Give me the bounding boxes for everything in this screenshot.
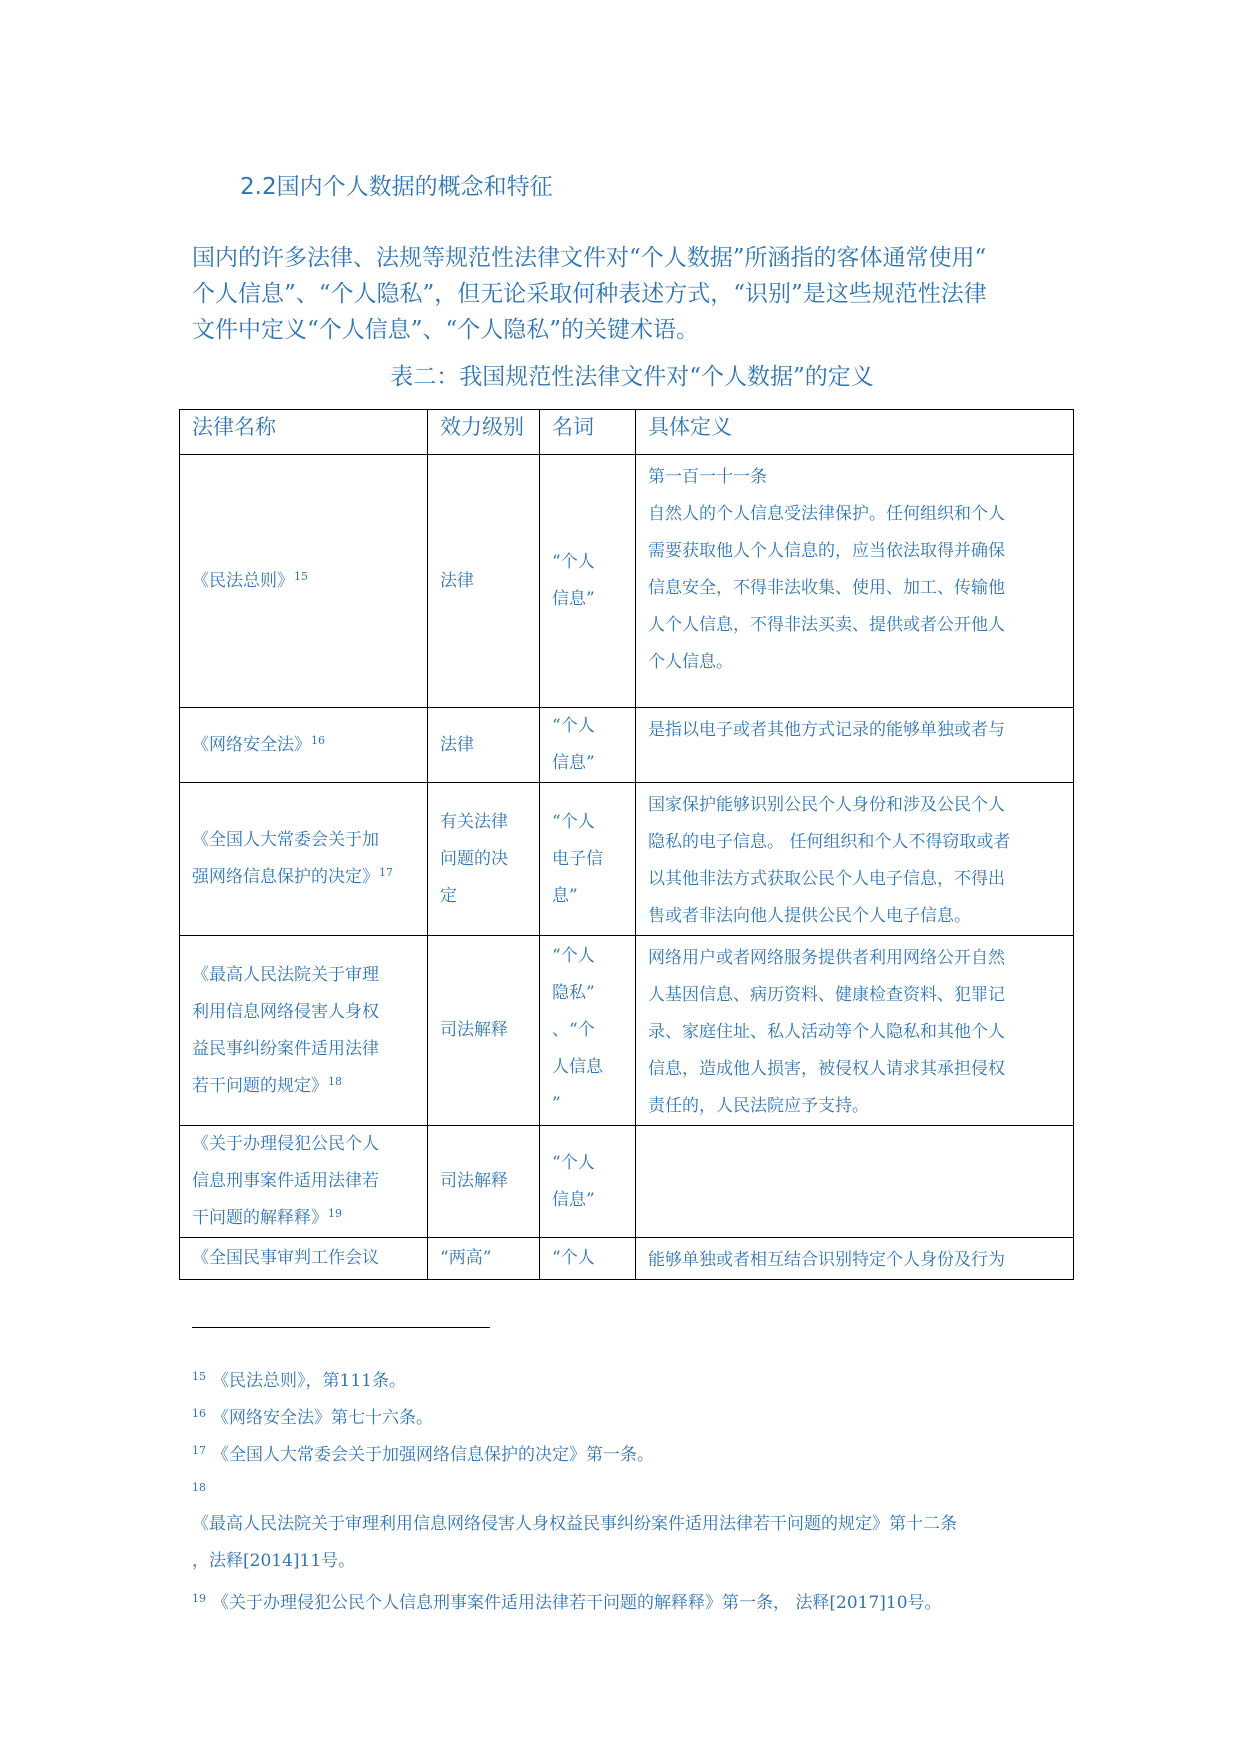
law-name-cell-line: 若干问题的规定》 — [192, 1075, 328, 1096]
law-name-cell — [180, 455, 428, 708]
intro-line: 国内的许多法律、法规等规范性法律文件对“个人数据”所涵指的客体通常使用“ — [192, 245, 987, 271]
law-name-cell-line: 《最高人民法院关于审理 — [192, 964, 379, 985]
footnote-line — [192, 1580, 1072, 1617]
level-cell-line: 法律 — [440, 734, 474, 755]
definition-cell-line: 网络用户或者网络服务提供者利用网络公开自然 — [648, 948, 1005, 968]
definition-cell-line: 人基因信息、病历资料、健康检查资料、犯罪记 — [648, 985, 1005, 1005]
term-cell-line: 电子信 — [552, 848, 603, 869]
footnote-line — [192, 1395, 1072, 1432]
law-name-cell-line: 益民事纠纷案件适用法律 — [192, 1038, 379, 1059]
law-name-last-line — [192, 727, 415, 764]
footnote-ref[interactable]: 17 — [379, 866, 393, 879]
term-cell-line: 息” — [552, 885, 578, 906]
law-name-cell-line: 《全国人大常委会关于加 — [192, 830, 379, 850]
header-term: 名词 — [540, 410, 636, 455]
header-law-name: 法律名称 — [180, 410, 428, 455]
level-cell — [428, 708, 540, 783]
term-cell-line: 信息” — [552, 1189, 595, 1210]
definition-cell-line: 第一百一十一条 — [648, 467, 767, 487]
footnote-number: 18 — [192, 1481, 206, 1494]
definition-cell-line: 国家保护能够识别公民个人身份和涉及公民个人 — [648, 795, 1005, 815]
definition-cell-line: 录、家庭住址、私人活动等个人隐私和其他个人 — [648, 1022, 1005, 1042]
table-caption: 表二：我国规范性法律文件对“个人数据”的定义 — [390, 364, 874, 390]
footnote-number: 17 — [192, 1444, 206, 1457]
footnote-text: 《网络安全法》第七十六条。 — [212, 1408, 433, 1428]
law-name-cell-line: 《全国民事审判工作会议 — [192, 1248, 379, 1268]
term-cell-line: 信息” — [552, 589, 595, 609]
table-row — [180, 783, 1074, 936]
footnote-ref[interactable]: 16 — [311, 733, 325, 747]
term-cell — [540, 708, 636, 783]
term-cell — [540, 1126, 636, 1238]
law-name-last-line — [192, 563, 415, 600]
level-cell-line: 问题的决 — [440, 848, 508, 869]
term-cell — [540, 455, 636, 708]
section-heading: 2.2国内个人数据的概念和特征 — [240, 174, 553, 200]
footnote-text: 《民法总则》，第111条。 — [212, 1371, 406, 1391]
definition-cell-line: 售或者非法向他人提供公民个人电子信息。 — [648, 906, 971, 926]
definition-cell — [636, 1238, 1074, 1280]
definition-cell-line: 责任的，人民法院应予支持。 — [648, 1096, 869, 1116]
footnote-text: 《最高人民法院关于审理利用信息网络侵害人身权益民事纠纷案件适用法律若干问题的规定》第十二条 — [192, 1514, 957, 1534]
level-cell-line: 司法解释 — [440, 1020, 508, 1040]
term-cell-line: “个人 — [552, 716, 595, 736]
level-cell-line: 有关法律 — [440, 811, 508, 832]
level-cell — [428, 783, 540, 936]
footnote-ref[interactable]: 15 — [294, 569, 308, 583]
footnote-line — [192, 1506, 1072, 1543]
law-name-last-line — [192, 1068, 415, 1105]
table-row — [180, 708, 1074, 783]
footnote-line — [192, 1543, 1072, 1580]
table-row — [180, 1238, 1074, 1280]
definition-cell-line: 信息安全，不得非法收集、使用、加工、传输他 — [648, 578, 1005, 598]
definition-cell — [636, 1126, 1074, 1238]
term-cell-line: ” — [552, 1094, 561, 1114]
term-cell — [540, 1238, 636, 1280]
level-cell-line: 司法解释 — [440, 1171, 508, 1191]
term-cell-line: “个人 — [552, 811, 595, 832]
level-cell-line: “两高” — [440, 1248, 492, 1268]
level-cell-line: 法律 — [440, 570, 474, 591]
footnote-text: 《全国人大常委会关于加强网络信息保护的决定》第一条。 — [212, 1445, 654, 1465]
term-cell-line: 人信息 — [552, 1057, 603, 1077]
term-cell-line: 信息” — [552, 753, 595, 773]
footnote-text: ，法释[2014]11号。 — [192, 1551, 356, 1571]
footnote-number: 19 — [192, 1592, 206, 1605]
law-name-cell-line: 《关于办理侵犯公民个人 — [192, 1134, 379, 1154]
table-row — [180, 936, 1074, 1126]
term-cell-line: “个人 — [552, 946, 595, 966]
definition-cell-line: 个人信息。 — [648, 652, 733, 672]
definition-cell — [636, 455, 1074, 708]
footnotes — [192, 1358, 1072, 1617]
law-name-cell — [180, 1238, 428, 1280]
law-definition-table — [179, 409, 1074, 1280]
footnote-number: 15 — [192, 1370, 206, 1383]
term-cell-line: 、“个 — [552, 1020, 595, 1040]
definition-cell-line: 需要获取他人个人信息的，应当依法取得并确保 — [648, 541, 1005, 561]
level-cell-line: 定 — [440, 885, 457, 906]
footnote-ref[interactable]: 18 — [328, 1074, 342, 1088]
header-definition: 具体定义 — [636, 410, 1074, 455]
footnote-line — [192, 1469, 1072, 1506]
term-cell-line: “个人 — [552, 552, 595, 572]
law-name-cell-line: 《网络安全法》 — [192, 734, 311, 755]
definition-cell-line: 能够单独或者相互结合识别特定个人身份及行为 — [648, 1250, 1005, 1270]
term-cell-line: “个人 — [552, 1248, 595, 1268]
term-cell — [540, 783, 636, 936]
table-header-row — [180, 410, 1074, 455]
level-cell — [428, 1238, 540, 1280]
term-cell — [540, 936, 636, 1126]
law-name-cell-line: 利用信息网络侵害人身权 — [192, 1001, 379, 1022]
law-name-cell — [180, 708, 428, 783]
term-cell-line: “个人 — [552, 1152, 595, 1173]
intro-line: 文件中定义“个人信息”、“个人隐私”的关键术语。 — [192, 317, 700, 343]
definition-cell — [636, 936, 1074, 1126]
level-cell — [428, 1126, 540, 1238]
law-name-last-line — [192, 1200, 415, 1237]
term-cell-line: 隐私” — [552, 983, 595, 1003]
definition-cell — [636, 708, 1074, 783]
law-name-cell — [180, 783, 428, 936]
law-name-cell — [180, 1126, 428, 1238]
level-cell — [428, 455, 540, 708]
footnote-number: 16 — [192, 1407, 206, 1420]
definition-cell-line: 隐私的电子信息。 任何组织和个人不得窃取或者 — [648, 832, 1011, 852]
footnote-line — [192, 1432, 1072, 1469]
law-name-cell — [180, 936, 428, 1126]
intro-line: 个人信息”、“个人隐私”，但无论采取何种表述方式，“识别”是这些规范性法律 — [192, 281, 987, 307]
table-row — [180, 1126, 1074, 1238]
table-row — [180, 455, 1074, 708]
definition-cell-line: 是指以电子或者其他方式记录的能够单独或者与 — [648, 720, 1005, 740]
definition-cell-line: 人个人信息，不得非法买卖、提供或者公开他人 — [648, 615, 1005, 635]
definition-cell-line: 自然人的个人信息受法律保护。任何组织和个人 — [648, 504, 1005, 524]
intro-paragraph — [192, 240, 1072, 348]
definition-cell — [636, 783, 1074, 936]
definition-cell-line: 信息，造成他人损害，被侵权人请求其承担侵权 — [648, 1059, 1005, 1079]
law-name-cell-line: 干问题的解释释》 — [192, 1208, 328, 1228]
footnote-ref[interactable]: 19 — [328, 1207, 342, 1220]
law-name-last-line — [192, 859, 415, 896]
footnote-text: 《关于办理侵犯公民个人信息刑事案件适用法律若干问题的解释释》第一条， 法释[2017]10号。 — [212, 1593, 942, 1613]
level-cell — [428, 936, 540, 1126]
header-level: 效力级别 — [428, 410, 540, 455]
footnote-line — [192, 1358, 1072, 1395]
law-name-cell-line: 《民法总则》 — [192, 570, 294, 591]
footnote-divider — [192, 1327, 490, 1328]
definition-cell-line: 以其他非法方式获取公民个人电子信息，不得出 — [648, 869, 1005, 889]
law-name-cell-line: 强网络信息保护的决定》 — [192, 867, 379, 887]
law-name-cell-line: 信息刑事案件适用法律若 — [192, 1171, 379, 1191]
